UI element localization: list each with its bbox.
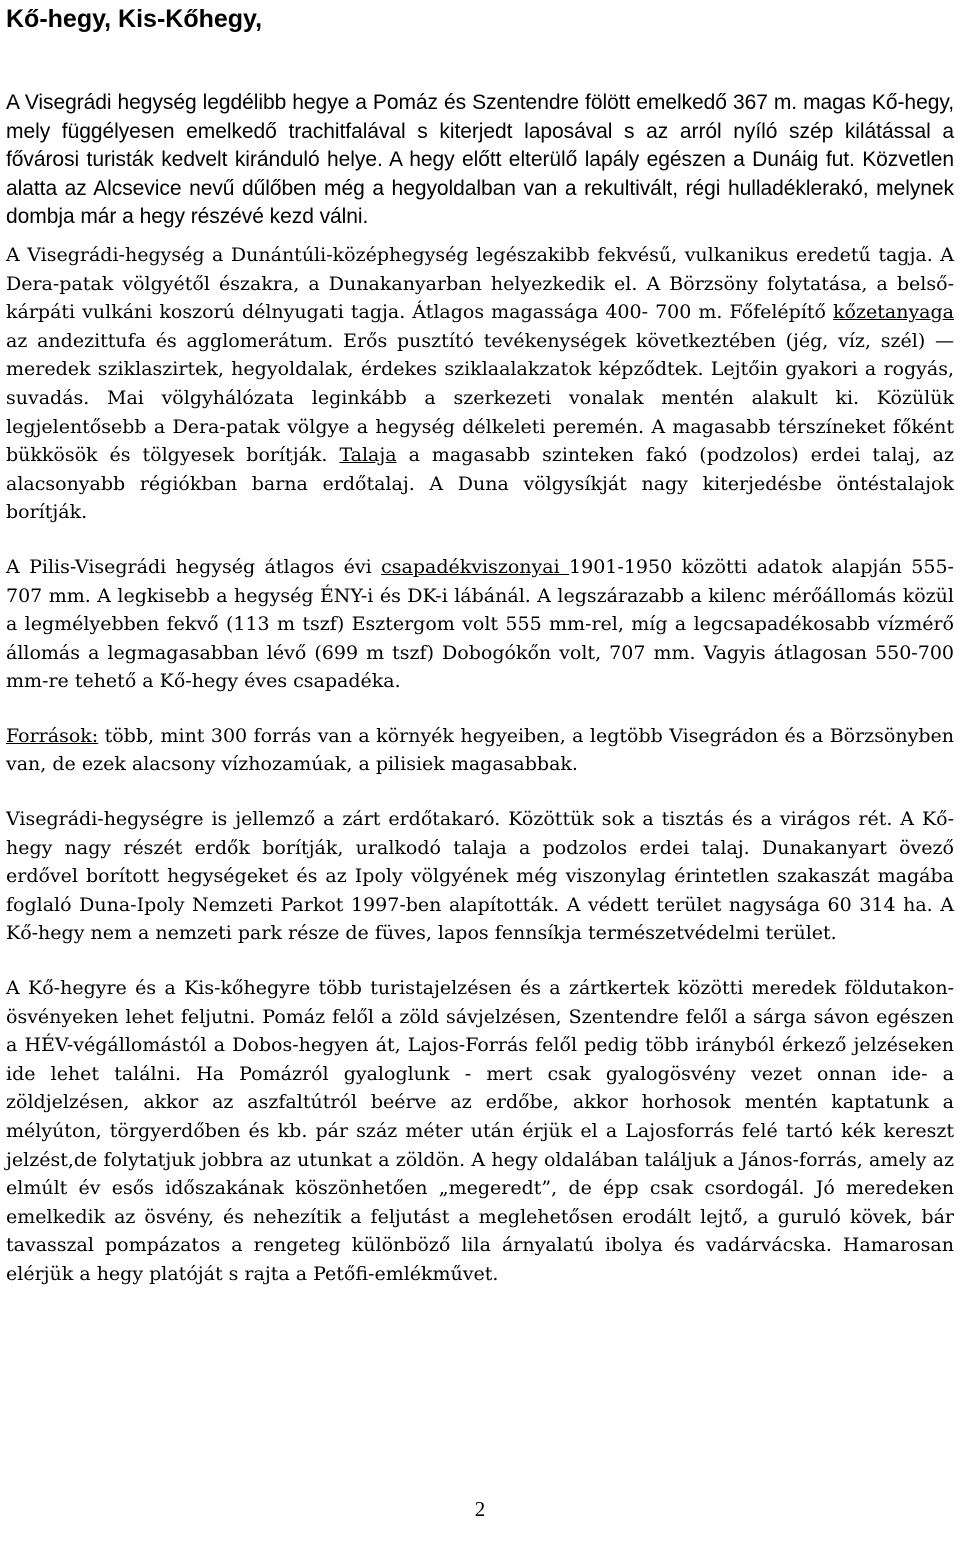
paragraph-text: A Visegrádi-hegység a Dunántúli-középhegység legészakibb fekvésű, vulkanikus eredetű tagja. A Dera-patak völgyétől északra, a Dunakanyarban helyezkedik el. A Börzsöny folytatása, a belső-kárpáti vulkáni koszorú délnyugati tagja. Átlagos magassága 400- 700 m. Főfelépítő: [6, 243, 954, 324]
link-kozetanyaga[interactable]: kőzetanyaga: [833, 301, 954, 324]
paragraph-text: A Pilis-Visegrádi hegység átlagos évi: [6, 555, 382, 578]
paragraph-hiking: A Kő-hegyre és a Kis-kőhegyre több turistajelzésen és a zártkertek közötti meredek földutakon-ösvényeken lehet feljutni. Pomáz felől a zöld sávjelzésen, Szentendre felől a sárga sávon egészen a HÉV-végállomástól a Dobos-hegyen át, Lajos-Forrás felől pedig több irányból érkező jelzéseken ide lehet találni. Ha Pomázról gyaloglunk - mert csak gyalogösvény vezet onnan ide- a zöldjelzésen, akkor az aszfaltútról beérve az erdőbe, akkor horhosok mentén kaptatunk a mélyúton, törgyerdőben és kb. pár száz méter után érjük el a Lajosforrás felé tartó kék kereszt jelzést,de folytatjuk jobbra az utunkat a zöldön. A hegy oldalában találjuk a János-forrás, amely az elmúlt év esős időszakának köszönhetően „megeredt”, de épp csak csordogál. Jó meredeken emelkedik az ösvény, és nehezítik a feljutást a meglehetősen erodált lejtő, a guruló kövek, bár tavasszal pompázatos a rengeteg különböző lila árnyalatú ibolya és vadárvácska. Hamarosan elérjük a hegy platóját s rajta a Petőfi-emlékművet.: [6, 977, 954, 1285]
link-csapadekviszonyai[interactable]: csapadékviszonyai: [381, 555, 570, 578]
paragraph-text: több, mint 300 forrás van a környék hegyeiben, a legtöbb Visegrádon és a Börzsönyben van, de ezek alacsony vízhozamúak, a pilisiek magasabbak.: [6, 724, 954, 776]
paragraph-intro: A Visegrádi hegység legdélibb hegye a Pomáz és Szentendre fölött emelkedő 367 m. magas Kő-hegy, mely függélyesen emelkedő trachitfalával s kiterjedt laposával s az arról nyíló szép kilátással a fővárosi turisták kedvelt kiránduló helye. A hegy előtt elterülő lapály egészen a Dunáig fut. Közvetlen alatta az Alcsevice nevű dűlőben még a hegyoldalban van a rekultivált, régi hulladéklerakó, melynek dombja már a hegy részévé kezd válni.: [6, 91, 954, 229]
paragraph-precipitation: [6, 553, 954, 696]
paragraph-text: az andezittufa és agglomerátum. Erős pusztító tevékenységek következtében (jég, víz, szél) — meredek sziklaszirtek, hegyoldalak, érdekes sziklaalakzatok képződtek. Lejtőin gyakori a rogyás, suvadás. Mai völgyhálózata leginkább a szerkezeti vonalak mentén alakult ki. Közülük legjelentősebb a Dera-patak völgye a hegység délkeleti peremén. A magasabb térszíneket főként bükkösök és tölgyesek borítják.: [6, 329, 954, 467]
page-title: Kő-hegy, Kis-Kőhegy,: [6, 5, 263, 33]
link-talaja[interactable]: Talaja: [339, 444, 397, 467]
paragraph-springs: [6, 722, 954, 779]
springs-label: Források:: [6, 724, 99, 747]
page-number: 2: [474, 1497, 486, 1521]
paragraph-geology: [6, 241, 954, 527]
paragraph-text: 1901-1950 közötti adatok alapján 555-707 mm. A legkisebb a hegység ÉNY-i és DK-i lábánál. A legszárazabb a kilenc mérőállomás közül a legmélyebben fekvő (113 m tszf) Esztergom volt 555 mm-rel, míg a legcsapadékosabb vízmérő állomás a legmagasabban lévő (699 m tszf) Dobogókőn volt, 707 mm. Vagyis átlagosan 550-700 mm-re tehető a Kő-hegy éves csapadéka.: [6, 555, 954, 693]
paragraph-forest: Visegrádi-hegységre is jellemző a zárt erdőtakaró. Közöttük sok a tisztás és a virágos rét. A Kő-hegy nagy részét erdők borítják, uralkodó talaja a podzolos erdei talaj. Dunakanyart övező erdővel borított hegységeket és az Ipoly völgyének még viszonylag érintetlen szakaszát magába foglaló Duna-Ipoly Nemzeti Parkot 1997-ben alapították. A védett terület nagysága 60 314 ha. A Kő-hegy nem a nemzeti park része de füves, lapos fennsíkja természetvédelmi terület.: [6, 808, 954, 945]
paragraph-text: a magasabb szinteken fakó (podzolos) erdei talaj, az alacsonyabb régiókban barna erdőtalaj. A Duna völgysíkját nagy kiterjedésbe öntéstalajok borítják.: [6, 444, 954, 524]
